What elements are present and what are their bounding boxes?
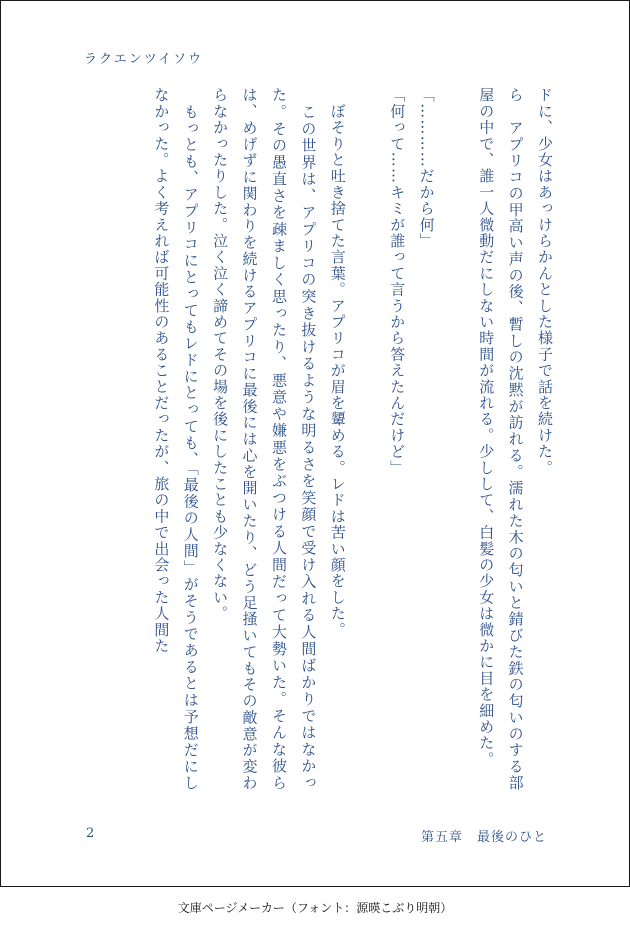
- paragraph: この世界は、アプリコの突き抜けるような明るさを笑顔で受け入れる人間ばかりではなかった。その愚直さを疎ましく思ったり、悪意や嫌悪をぶつける人間だって大勢いた。そんな彼らは、めげずに関わりを続けるアプリコに最後には心を開いたり、どう足掻いてもその敵意が変わらなかったりした。泣く泣く諦めてその場を後にしたことも少なくない。: [211, 87, 318, 791]
- body-text: [81, 87, 559, 791]
- generator-caption: 文庫ページメーカー（フォント：源暎こぶり明朝）: [177, 901, 453, 915]
- paragraph: ら アプリコの甲高い声の後、暫しの沈黙が訪れる。濡れた木の匂いと錆びた鉄の匂いのする部屋の中で、誰一人微動だにしない時間が流れる。少しして、白髪の少女は微かに目を細めた。: [477, 87, 525, 791]
- dialogue-line: 「…………だから何」: [417, 87, 436, 249]
- chapter-title: 第五章 最後のひと: [420, 830, 547, 845]
- paragraph: ドに、少女はあっけらかんとした様子で話を続けた。: [536, 87, 554, 476]
- page-number: 2: [86, 826, 95, 841]
- paragraph: もっとも、アプリコにとってもレドにとっても、「最後の人間」がそうであるとは予想だにしなかった。よく考えれば可能性のあることだったが、旅の中で出会った人間た: [152, 87, 200, 791]
- running-title: ラクエンツイソウ: [84, 52, 204, 67]
- paragraph: ぼそりと吐き捨てた言葉。アプリコが眉を顰める。レドは苦い顔をした。: [328, 87, 347, 638]
- dialogue-line: 「何って……キミが誰って言うから答えたんだけど」: [388, 87, 407, 476]
